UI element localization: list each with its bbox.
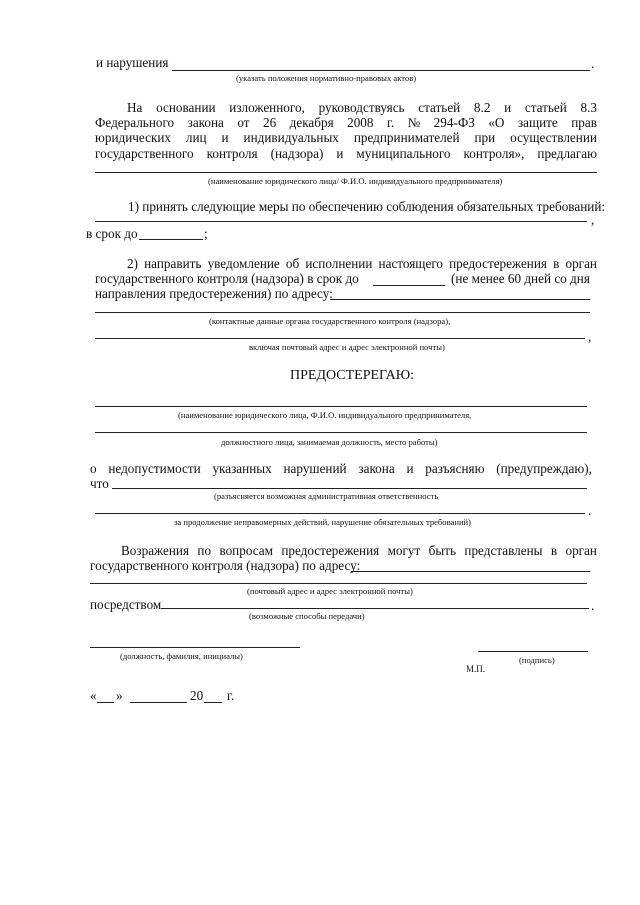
official-caption: (должность, фамилия, инициалы): [120, 651, 243, 661]
basis-line-4: [95, 146, 597, 161]
inadmissibility-line-1: [90, 461, 592, 476]
deadline-field-line[interactable]: [139, 239, 203, 240]
justified-word: направить: [144, 256, 202, 271]
measure2-line-3: направления предостережения) по адресу:: [95, 286, 333, 301]
justified-word: 8.3: [580, 100, 597, 115]
justified-word: быть: [428, 543, 457, 558]
justified-word: нарушений: [283, 461, 347, 476]
warning-title: ПРЕДОСТЕРЕГАЮ:: [290, 368, 415, 383]
justified-word: 2): [127, 256, 138, 271]
justified-word: вопросам: [219, 543, 273, 558]
justified-word: руководствуясь: [318, 100, 405, 115]
justified-word: и: [336, 146, 344, 161]
justified-word: указанных: [212, 461, 272, 476]
deadline-end: ;: [204, 226, 208, 241]
deadline-label: в срок до: [86, 226, 138, 241]
justified-word: предлагаю: [537, 146, 597, 161]
objections-address-field-line[interactable]: [351, 571, 590, 572]
justified-word: закона: [358, 461, 395, 476]
justified-word: предпринимателей: [353, 130, 460, 145]
measure1-text: 1) принять следующие меры по обеспечению соблюдения обязательных требований:: [128, 199, 606, 214]
justified-word: 2008: [347, 115, 374, 130]
justified-word: о: [90, 461, 97, 476]
measure2-caption-1: (контактные данные органа государственного контроля (надзора),: [209, 316, 451, 326]
justified-word: предостережения: [449, 256, 547, 271]
objections-address-line-2[interactable]: [90, 583, 587, 584]
justified-word: 26: [263, 115, 277, 130]
inadmissibility-caption-2: за продолжение неправомерных действий, нарушение обязательных требований): [174, 517, 472, 527]
justified-word: На: [127, 100, 143, 115]
justified-word: №: [407, 115, 421, 130]
warning-party-line-1[interactable]: [95, 406, 587, 407]
that-label: что: [90, 476, 109, 491]
measure2-line-1: [95, 256, 597, 271]
justified-word: исполнении: [305, 256, 373, 271]
date-year-suffix: г.: [227, 688, 235, 703]
violations-caption: (указать положения нормативно-правовых актов): [236, 73, 417, 83]
justified-word: контроля»,: [463, 146, 525, 161]
justified-word: (предупреждаю),: [496, 461, 592, 476]
justified-word: представлены: [464, 543, 543, 558]
justified-word: «О: [488, 115, 505, 130]
justified-word: при: [474, 130, 496, 145]
justified-word: и: [504, 100, 512, 115]
justified-word: и: [406, 461, 414, 476]
that-field-line[interactable]: [112, 488, 587, 489]
basis-line-2: [95, 115, 597, 130]
justified-word: могут: [387, 543, 421, 558]
justified-word: предостережения: [281, 543, 380, 558]
measure2-line-2b: (не менее 60 дней со дня: [451, 271, 590, 286]
basis-caption: (наименование юридического лица/ Ф.И.О. индивидуального предпринимателя): [208, 176, 503, 186]
notification-deadline-field-line[interactable]: [373, 285, 445, 286]
justified-word: изложенного,: [229, 100, 305, 115]
justified-word: Федерального: [95, 115, 175, 130]
measure2-caption-2: включая почтовый адрес и адрес электронной почты): [249, 342, 445, 352]
justified-word: защите: [517, 115, 558, 130]
justified-word: прав: [571, 115, 597, 130]
justified-word: об: [285, 256, 300, 271]
justified-word: индивидуальных: [243, 130, 339, 145]
justified-word: недопустимости: [108, 461, 201, 476]
violations-field-line[interactable]: [172, 70, 590, 71]
inadmissibility-caption-1: (разъясняется возможная административная ответственность: [214, 491, 439, 501]
warning-caption-1: (наименование юридического лица, Ф.И.О. индивидуального предпринимателя,: [178, 410, 472, 420]
justified-word: г.: [386, 115, 395, 130]
justified-word: муниципального: [356, 146, 451, 161]
justified-word: Возражения: [121, 543, 190, 558]
justified-word: орган: [565, 543, 597, 558]
authority-address-field-line[interactable]: [330, 299, 590, 300]
justified-word: от: [237, 115, 250, 130]
signature-caption: (подпись): [519, 655, 555, 665]
violations-end-period: .: [591, 56, 595, 71]
measure2-end-comma: ,: [588, 329, 592, 344]
justified-word: орган: [565, 256, 597, 271]
date-open-quote: «: [90, 688, 97, 703]
warning-party-line-2[interactable]: [95, 432, 587, 433]
justified-word: 294-ФЗ: [433, 115, 475, 130]
justified-word: осуществлении: [510, 130, 597, 145]
inadmissibility-end-period: .: [588, 503, 592, 518]
justified-word: настоящего: [378, 256, 443, 271]
warning-caption-2: должностного лица, занимаемая должность, место работы): [221, 437, 438, 447]
official-field-line[interactable]: [90, 647, 300, 648]
signature-field-line[interactable]: [478, 651, 588, 652]
justified-word: юридических: [95, 130, 171, 145]
justified-word: уведомление: [207, 256, 280, 271]
measure1-field-line[interactable]: [95, 221, 587, 222]
basis-line-1: [95, 100, 597, 115]
objections-line-2: государственного контроля (надзора) по адресу:: [90, 558, 361, 573]
justified-word: статьей: [524, 100, 567, 115]
via-label: посредством: [90, 597, 162, 612]
authority-contact-line-2[interactable]: [95, 338, 585, 339]
basis-org-field-line[interactable]: [95, 172, 597, 173]
objections-caption-1: (почтовый адрес и адрес электронной почты): [247, 586, 413, 596]
justified-word: контроля: [206, 146, 258, 161]
justified-word: в: [553, 256, 560, 271]
justified-word: и: [221, 130, 229, 145]
justified-word: лиц: [185, 130, 207, 145]
justified-word: разъясняю: [425, 461, 485, 476]
justified-word: 8.2: [473, 100, 491, 115]
responsibility-field-line[interactable]: [95, 513, 585, 514]
date-close-quote: »: [116, 688, 123, 703]
justified-word: (надзора): [270, 146, 324, 161]
date-year-prefix: 20: [190, 688, 204, 703]
objections-caption-2: (возможные способы передачи): [249, 611, 365, 621]
justified-word: по: [197, 543, 212, 558]
stamp-place: М.П.: [466, 664, 486, 674]
via-field-line[interactable]: [161, 608, 589, 609]
justified-word: в: [550, 543, 558, 558]
measure2-line-2a: государственного контроля (надзора) в срок до: [95, 271, 359, 286]
violations-label: и нарушения: [96, 55, 169, 70]
justified-word: декабря: [289, 115, 334, 130]
date-year-field[interactable]: [204, 702, 222, 703]
date-month-field[interactable]: [130, 702, 187, 703]
basis-line-3: [95, 130, 597, 145]
justified-word: государственного: [95, 146, 194, 161]
objections-line-1: [95, 543, 597, 558]
via-end-period: .: [591, 598, 595, 613]
justified-word: статьей: [418, 100, 461, 115]
measure1-end-comma: ,: [591, 212, 595, 227]
justified-word: закона: [187, 115, 224, 130]
authority-contact-line-1[interactable]: [95, 312, 590, 313]
justified-word: основании: [156, 100, 216, 115]
date-day-field[interactable]: [97, 702, 114, 703]
